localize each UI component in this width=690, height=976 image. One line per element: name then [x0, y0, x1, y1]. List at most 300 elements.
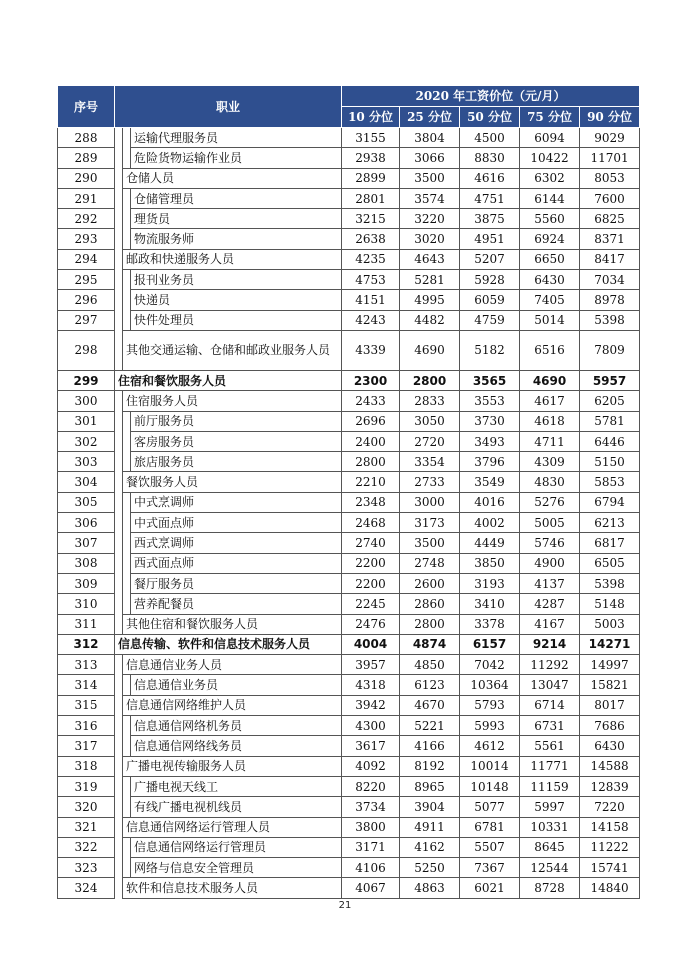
row-occupation: 仓储管理员 [131, 188, 342, 208]
row-value-p50: 3410 [460, 594, 520, 614]
row-value-p10: 2200 [342, 553, 400, 573]
row-value-p50: 4449 [460, 533, 520, 553]
row-value-p10: 4067 [342, 878, 400, 898]
indent-cell [115, 128, 123, 148]
row-value-p10: 3942 [342, 695, 400, 715]
table-row [58, 310, 640, 330]
row-value-p90: 7034 [580, 270, 640, 290]
row-seq: 313 [58, 655, 115, 675]
row-value-p90: 14997 [580, 655, 640, 675]
row-seq: 308 [58, 553, 115, 573]
row-value-p90: 5398 [580, 310, 640, 330]
indent-cell [115, 878, 123, 898]
row-value-p75: 5005 [520, 513, 580, 533]
row-seq: 296 [58, 290, 115, 310]
row-occupation: 广播电视传输服务人员 [123, 756, 342, 776]
row-value-p90: 6213 [580, 513, 640, 533]
row-value-p90: 7220 [580, 797, 640, 817]
row-value-p25: 2748 [400, 553, 460, 573]
row-value-p75: 11159 [520, 776, 580, 796]
row-occupation: 网络与信息安全管理员 [131, 858, 342, 878]
table-row [58, 756, 640, 776]
header-seq: 序号 [58, 86, 115, 128]
table-row [58, 817, 640, 837]
row-occupation: 信息通信网络机务员 [131, 716, 342, 736]
indent-cell [123, 533, 131, 553]
row-occupation: 信息通信网络维护人员 [123, 695, 342, 715]
row-value-p10: 3734 [342, 797, 400, 817]
row-occupation: 中式烹调师 [131, 492, 342, 512]
row-value-p10: 4235 [342, 249, 400, 269]
row-value-p50: 5507 [460, 837, 520, 857]
row-value-p25: 3220 [400, 209, 460, 229]
row-value-p90: 6205 [580, 391, 640, 411]
indent-cell [123, 452, 131, 472]
row-occupation: 西式面点师 [131, 553, 342, 573]
row-value-p90: 14588 [580, 756, 640, 776]
row-value-p90: 5853 [580, 472, 640, 492]
indent-cell [115, 817, 123, 837]
row-value-p10: 2300 [342, 370, 400, 390]
row-value-p50: 5793 [460, 695, 520, 715]
indent-cell [123, 492, 131, 512]
indent-cell [115, 148, 123, 168]
row-value-p10: 2433 [342, 391, 400, 411]
row-value-p25: 2800 [400, 370, 460, 390]
row-value-p90: 5781 [580, 411, 640, 431]
row-value-p10: 4753 [342, 270, 400, 290]
row-occupation: 信息通信业务员 [131, 675, 342, 695]
row-value-p25: 3000 [400, 492, 460, 512]
row-value-p90: 6794 [580, 492, 640, 512]
table-row [58, 736, 640, 756]
row-value-p75: 4690 [520, 370, 580, 390]
row-value-p90: 6817 [580, 533, 640, 553]
indent-cell [115, 330, 123, 370]
row-value-p25: 4482 [400, 310, 460, 330]
row-occupation: 运输代理服务员 [131, 128, 342, 148]
row-value-p50: 10148 [460, 776, 520, 796]
row-value-p10: 2476 [342, 614, 400, 634]
indent-cell [115, 168, 123, 188]
row-value-p90: 5148 [580, 594, 640, 614]
row-seq: 320 [58, 797, 115, 817]
row-occupation: 邮政和快递服务人员 [123, 249, 342, 269]
row-value-p25: 8192 [400, 756, 460, 776]
row-seq: 316 [58, 716, 115, 736]
row-value-p50: 3875 [460, 209, 520, 229]
row-occupation: 其他交通运输、仓储和邮政业服务人员 [123, 330, 342, 370]
indent-cell [115, 736, 123, 756]
row-value-p50: 4951 [460, 229, 520, 249]
row-value-p75: 4309 [520, 452, 580, 472]
row-value-p25: 4995 [400, 290, 460, 310]
row-value-p10: 3155 [342, 128, 400, 148]
row-seq: 294 [58, 249, 115, 269]
indent-cell [123, 837, 131, 857]
row-value-p75: 7405 [520, 290, 580, 310]
row-occupation: 住宿和餐饮服务人员 [115, 370, 342, 390]
row-value-p25: 4643 [400, 249, 460, 269]
table-row [58, 492, 640, 512]
row-value-p50: 6059 [460, 290, 520, 310]
table-row [58, 330, 640, 370]
indent-cell [115, 513, 123, 533]
row-value-p25: 2600 [400, 573, 460, 593]
row-seq: 321 [58, 817, 115, 837]
table-row [58, 614, 640, 634]
indent-cell [115, 229, 123, 249]
table-row [58, 797, 640, 817]
indent-cell [115, 858, 123, 878]
row-value-p75: 8728 [520, 878, 580, 898]
indent-cell [123, 675, 131, 695]
row-value-p25: 6123 [400, 675, 460, 695]
row-value-p50: 4500 [460, 128, 520, 148]
row-seq: 312 [58, 634, 115, 654]
row-occupation: 其他住宿和餐饮服务人员 [123, 614, 342, 634]
table-row [58, 452, 640, 472]
row-value-p10: 4243 [342, 310, 400, 330]
row-value-p90: 11701 [580, 148, 640, 168]
indent-cell [123, 716, 131, 736]
row-value-p10: 4106 [342, 858, 400, 878]
row-value-p50: 4751 [460, 188, 520, 208]
table-row [58, 370, 640, 390]
row-value-p25: 2860 [400, 594, 460, 614]
row-value-p25: 3574 [400, 188, 460, 208]
row-occupation: 广播电视天线工 [131, 776, 342, 796]
indent-cell [115, 675, 123, 695]
indent-cell [123, 431, 131, 451]
indent-cell [123, 290, 131, 310]
row-value-p25: 3050 [400, 411, 460, 431]
indent-cell [115, 797, 123, 817]
row-value-p25: 3500 [400, 533, 460, 553]
row-value-p75: 6430 [520, 270, 580, 290]
row-value-p90: 5003 [580, 614, 640, 634]
row-seq: 323 [58, 858, 115, 878]
row-occupation: 前厅服务员 [131, 411, 342, 431]
indent-cell [115, 776, 123, 796]
row-value-p50: 8830 [460, 148, 520, 168]
row-value-p90: 6825 [580, 209, 640, 229]
row-value-p10: 2938 [342, 148, 400, 168]
row-seq: 322 [58, 837, 115, 857]
row-value-p75: 11771 [520, 756, 580, 776]
row-value-p75: 4900 [520, 553, 580, 573]
row-value-p50: 3730 [460, 411, 520, 431]
indent-cell [123, 411, 131, 431]
indent-cell [115, 188, 123, 208]
row-occupation: 客房服务员 [131, 431, 342, 451]
row-value-p25: 4863 [400, 878, 460, 898]
row-value-p50: 6781 [460, 817, 520, 837]
table-row [58, 270, 640, 290]
row-value-p75: 6714 [520, 695, 580, 715]
row-value-p25: 3804 [400, 128, 460, 148]
row-value-p75: 11292 [520, 655, 580, 675]
row-value-p10: 2740 [342, 533, 400, 553]
row-value-p75: 6924 [520, 229, 580, 249]
row-value-p10: 3617 [342, 736, 400, 756]
indent-cell [123, 573, 131, 593]
row-seq: 319 [58, 776, 115, 796]
table-row [58, 411, 640, 431]
row-value-p75: 4167 [520, 614, 580, 634]
row-value-p90: 12839 [580, 776, 640, 796]
indent-cell [115, 837, 123, 857]
row-value-p90: 5957 [580, 370, 640, 390]
row-value-p50: 4016 [460, 492, 520, 512]
row-occupation: 住宿服务人员 [123, 391, 342, 411]
row-value-p90: 8371 [580, 229, 640, 249]
row-value-p25: 3354 [400, 452, 460, 472]
indent-cell [123, 858, 131, 878]
table-row [58, 716, 640, 736]
table-row [58, 249, 640, 269]
row-value-p25: 8965 [400, 776, 460, 796]
row-seq: 317 [58, 736, 115, 756]
row-value-p75: 5276 [520, 492, 580, 512]
table-row [58, 695, 640, 715]
row-occupation: 营养配餐员 [131, 594, 342, 614]
row-occupation: 物流服务师 [131, 229, 342, 249]
row-occupation: 中式面点师 [131, 513, 342, 533]
table-row [58, 391, 640, 411]
row-seq: 314 [58, 675, 115, 695]
indent-cell [115, 290, 123, 310]
row-value-p10: 2210 [342, 472, 400, 492]
row-value-p50: 10014 [460, 756, 520, 776]
row-value-p25: 4911 [400, 817, 460, 837]
row-value-p25: 3173 [400, 513, 460, 533]
row-value-p90: 14840 [580, 878, 640, 898]
header-p50: 50 分位 [460, 107, 520, 128]
indent-cell [115, 614, 123, 634]
row-value-p25: 2800 [400, 614, 460, 634]
row-value-p90: 9029 [580, 128, 640, 148]
row-value-p90: 8017 [580, 695, 640, 715]
row-occupation: 西式烹调师 [131, 533, 342, 553]
table-row [58, 431, 640, 451]
row-value-p90: 8978 [580, 290, 640, 310]
row-value-p10: 2200 [342, 573, 400, 593]
table-row [58, 573, 640, 593]
indent-cell [123, 310, 131, 330]
header-p90: 90 分位 [580, 107, 640, 128]
header-wage-group: 2020 年工资价位（元/月） [342, 86, 640, 107]
row-value-p50: 3796 [460, 452, 520, 472]
row-value-p50: 3193 [460, 573, 520, 593]
row-value-p90: 15821 [580, 675, 640, 695]
row-value-p50: 4612 [460, 736, 520, 756]
row-value-p90: 7809 [580, 330, 640, 370]
row-value-p90: 6430 [580, 736, 640, 756]
row-value-p50: 7367 [460, 858, 520, 878]
row-seq: 290 [58, 168, 115, 188]
row-occupation: 信息通信业务人员 [123, 655, 342, 675]
indent-cell [123, 229, 131, 249]
row-value-p50: 7042 [460, 655, 520, 675]
row-value-p50: 4759 [460, 310, 520, 330]
row-value-p25: 4690 [400, 330, 460, 370]
header-occupation: 职业 [115, 86, 342, 128]
table-row [58, 858, 640, 878]
row-value-p10: 3215 [342, 209, 400, 229]
table-row [58, 553, 640, 573]
row-seq: 307 [58, 533, 115, 553]
row-value-p10: 4092 [342, 756, 400, 776]
row-value-p25: 4162 [400, 837, 460, 857]
row-value-p75: 4711 [520, 431, 580, 451]
row-value-p75: 5561 [520, 736, 580, 756]
row-value-p25: 5281 [400, 270, 460, 290]
table-row [58, 290, 640, 310]
row-occupation: 餐厅服务员 [131, 573, 342, 593]
indent-cell [115, 472, 123, 492]
row-value-p75: 6650 [520, 249, 580, 269]
indent-cell [115, 431, 123, 451]
table-row [58, 148, 640, 168]
row-seq: 291 [58, 188, 115, 208]
row-value-p25: 3904 [400, 797, 460, 817]
table-row [58, 776, 640, 796]
row-value-p50: 4002 [460, 513, 520, 533]
row-occupation: 快件处理员 [131, 310, 342, 330]
row-value-p10: 4339 [342, 330, 400, 370]
row-value-p10: 2696 [342, 411, 400, 431]
row-seq: 302 [58, 431, 115, 451]
indent-cell [115, 533, 123, 553]
row-seq: 298 [58, 330, 115, 370]
row-value-p25: 4850 [400, 655, 460, 675]
table-row [58, 128, 640, 148]
row-seq: 304 [58, 472, 115, 492]
row-value-p10: 3800 [342, 817, 400, 837]
row-value-p10: 2348 [342, 492, 400, 512]
table-row [58, 188, 640, 208]
indent-cell [123, 188, 131, 208]
row-value-p75: 4287 [520, 594, 580, 614]
wage-table [57, 85, 640, 899]
table-row [58, 634, 640, 654]
row-occupation: 信息通信网络运行管理人员 [123, 817, 342, 837]
row-value-p90: 11222 [580, 837, 640, 857]
row-value-p75: 10331 [520, 817, 580, 837]
row-value-p25: 4670 [400, 695, 460, 715]
row-value-p10: 3171 [342, 837, 400, 857]
row-seq: 315 [58, 695, 115, 715]
row-value-p50: 4616 [460, 168, 520, 188]
table-row [58, 878, 640, 898]
row-seq: 292 [58, 209, 115, 229]
row-value-p25: 4166 [400, 736, 460, 756]
row-seq: 306 [58, 513, 115, 533]
row-seq: 289 [58, 148, 115, 168]
row-value-p25: 3500 [400, 168, 460, 188]
indent-cell [115, 391, 123, 411]
row-occupation: 信息通信网络线务员 [131, 736, 342, 756]
indent-cell [123, 148, 131, 168]
row-occupation: 信息传输、软件和信息技术服务人员 [115, 634, 342, 654]
indent-cell [123, 594, 131, 614]
row-occupation: 旅店服务员 [131, 452, 342, 472]
row-occupation: 理货员 [131, 209, 342, 229]
indent-cell [123, 736, 131, 756]
row-value-p90: 7686 [580, 716, 640, 736]
table-row [58, 168, 640, 188]
indent-cell [123, 513, 131, 533]
row-seq: 310 [58, 594, 115, 614]
header-p10: 10 分位 [342, 107, 400, 128]
indent-cell [115, 249, 123, 269]
table-row [58, 472, 640, 492]
table-row [58, 594, 640, 614]
row-value-p50: 3553 [460, 391, 520, 411]
row-value-p75: 6731 [520, 716, 580, 736]
row-occupation: 软件和信息技术服务人员 [123, 878, 342, 898]
row-value-p75: 9214 [520, 634, 580, 654]
header-p25: 25 分位 [400, 107, 460, 128]
row-value-p10: 4318 [342, 675, 400, 695]
indent-cell [123, 209, 131, 229]
indent-cell [115, 695, 123, 715]
indent-cell [115, 492, 123, 512]
indent-cell [115, 310, 123, 330]
row-value-p25: 2833 [400, 391, 460, 411]
table-row [58, 675, 640, 695]
row-value-p90: 6505 [580, 553, 640, 573]
row-seq: 324 [58, 878, 115, 898]
row-value-p75: 6094 [520, 128, 580, 148]
row-value-p50: 3378 [460, 614, 520, 634]
table-body [58, 128, 640, 899]
row-value-p90: 7600 [580, 188, 640, 208]
row-value-p90: 6446 [580, 431, 640, 451]
row-value-p25: 5221 [400, 716, 460, 736]
indent-cell [123, 776, 131, 796]
row-seq: 300 [58, 391, 115, 411]
row-value-p75: 13047 [520, 675, 580, 695]
row-occupation: 有线广播电视机线员 [131, 797, 342, 817]
row-value-p50: 5928 [460, 270, 520, 290]
row-value-p50: 6157 [460, 634, 520, 654]
row-value-p50: 5077 [460, 797, 520, 817]
row-seq: 303 [58, 452, 115, 472]
indent-cell [115, 411, 123, 431]
row-seq: 311 [58, 614, 115, 634]
row-seq: 293 [58, 229, 115, 249]
row-value-p75: 5997 [520, 797, 580, 817]
row-value-p75: 5746 [520, 533, 580, 553]
row-value-p75: 4618 [520, 411, 580, 431]
row-value-p10: 2800 [342, 452, 400, 472]
row-seq: 318 [58, 756, 115, 776]
row-seq: 301 [58, 411, 115, 431]
row-value-p75: 4617 [520, 391, 580, 411]
row-value-p75: 5560 [520, 209, 580, 229]
row-value-p50: 3850 [460, 553, 520, 573]
row-value-p25: 4874 [400, 634, 460, 654]
table-row [58, 533, 640, 553]
indent-cell [123, 797, 131, 817]
indent-cell [115, 270, 123, 290]
table-row [58, 229, 640, 249]
row-occupation: 仓储人员 [123, 168, 342, 188]
row-value-p25: 3066 [400, 148, 460, 168]
wage-table-container [57, 85, 639, 899]
